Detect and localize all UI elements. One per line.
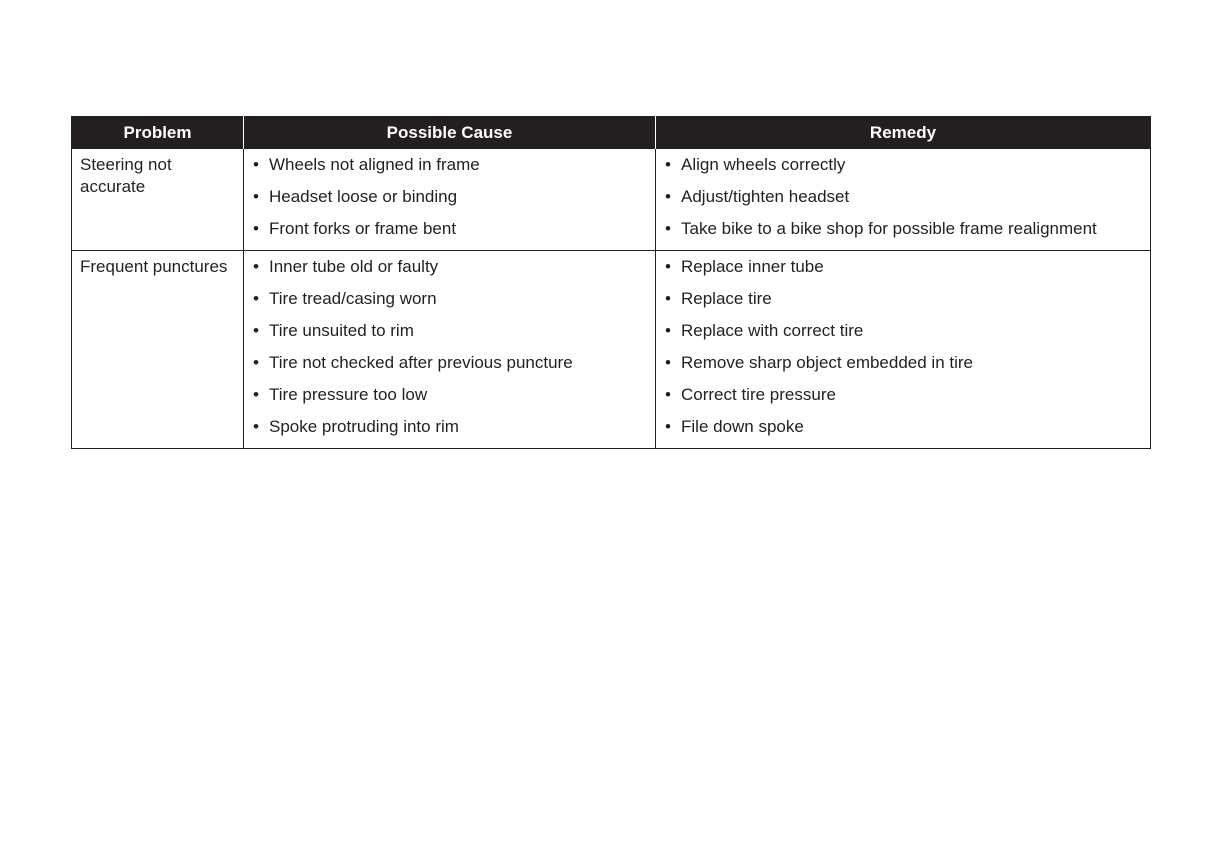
list-item: • Align wheels correctly [656, 153, 1150, 185]
remedy-list [656, 251, 1150, 448]
cause-list [244, 149, 655, 250]
list-item: • File down spoke [656, 415, 1150, 447]
list-item: • Headset loose or binding [244, 185, 655, 217]
document-page [71, 116, 1150, 449]
list-item: • Replace inner tube [656, 255, 1150, 287]
list-item: • Wheels not aligned in frame [244, 153, 655, 185]
troubleshooting-table [71, 116, 1151, 449]
list-item: • Replace tire [656, 287, 1150, 319]
cause-list [244, 251, 655, 448]
header-problem: Problem [72, 117, 244, 149]
problem-text: Steering not accurate [80, 155, 172, 196]
header-remedy: Remedy [656, 117, 1151, 149]
problem-cell [72, 251, 244, 449]
table-row [72, 149, 1151, 251]
header-row [72, 117, 1151, 149]
problem-cell [72, 149, 244, 251]
remedy-cell [656, 251, 1151, 449]
remedy-list [656, 149, 1150, 250]
list-item: • Remove sharp object embedded in tire [656, 351, 1150, 383]
list-item: • Front forks or frame bent [244, 217, 655, 249]
list-item: • Adjust/tighten headset [656, 185, 1150, 217]
table-row [72, 251, 1151, 449]
list-item: • Inner tube old or faulty [244, 255, 655, 287]
problem-text: Frequent punctures [80, 257, 228, 276]
cause-cell [244, 251, 656, 449]
list-item: • Tire not checked after previous puncture [244, 351, 655, 383]
list-item: • Tire pressure too low [244, 383, 655, 415]
list-item: • Tire tread/casing worn [244, 287, 655, 319]
list-item: • Correct tire pressure [656, 383, 1150, 415]
list-item: • Take bike to a bike shop for possible frame realignment [656, 217, 1150, 249]
header-possible-cause: Possible Cause [244, 117, 656, 149]
list-item: • Tire unsuited to rim [244, 319, 655, 351]
list-item: • Replace with correct tire [656, 319, 1150, 351]
cause-cell [244, 149, 656, 251]
remedy-cell [656, 149, 1151, 251]
list-item: • Spoke protruding into rim [244, 415, 655, 447]
